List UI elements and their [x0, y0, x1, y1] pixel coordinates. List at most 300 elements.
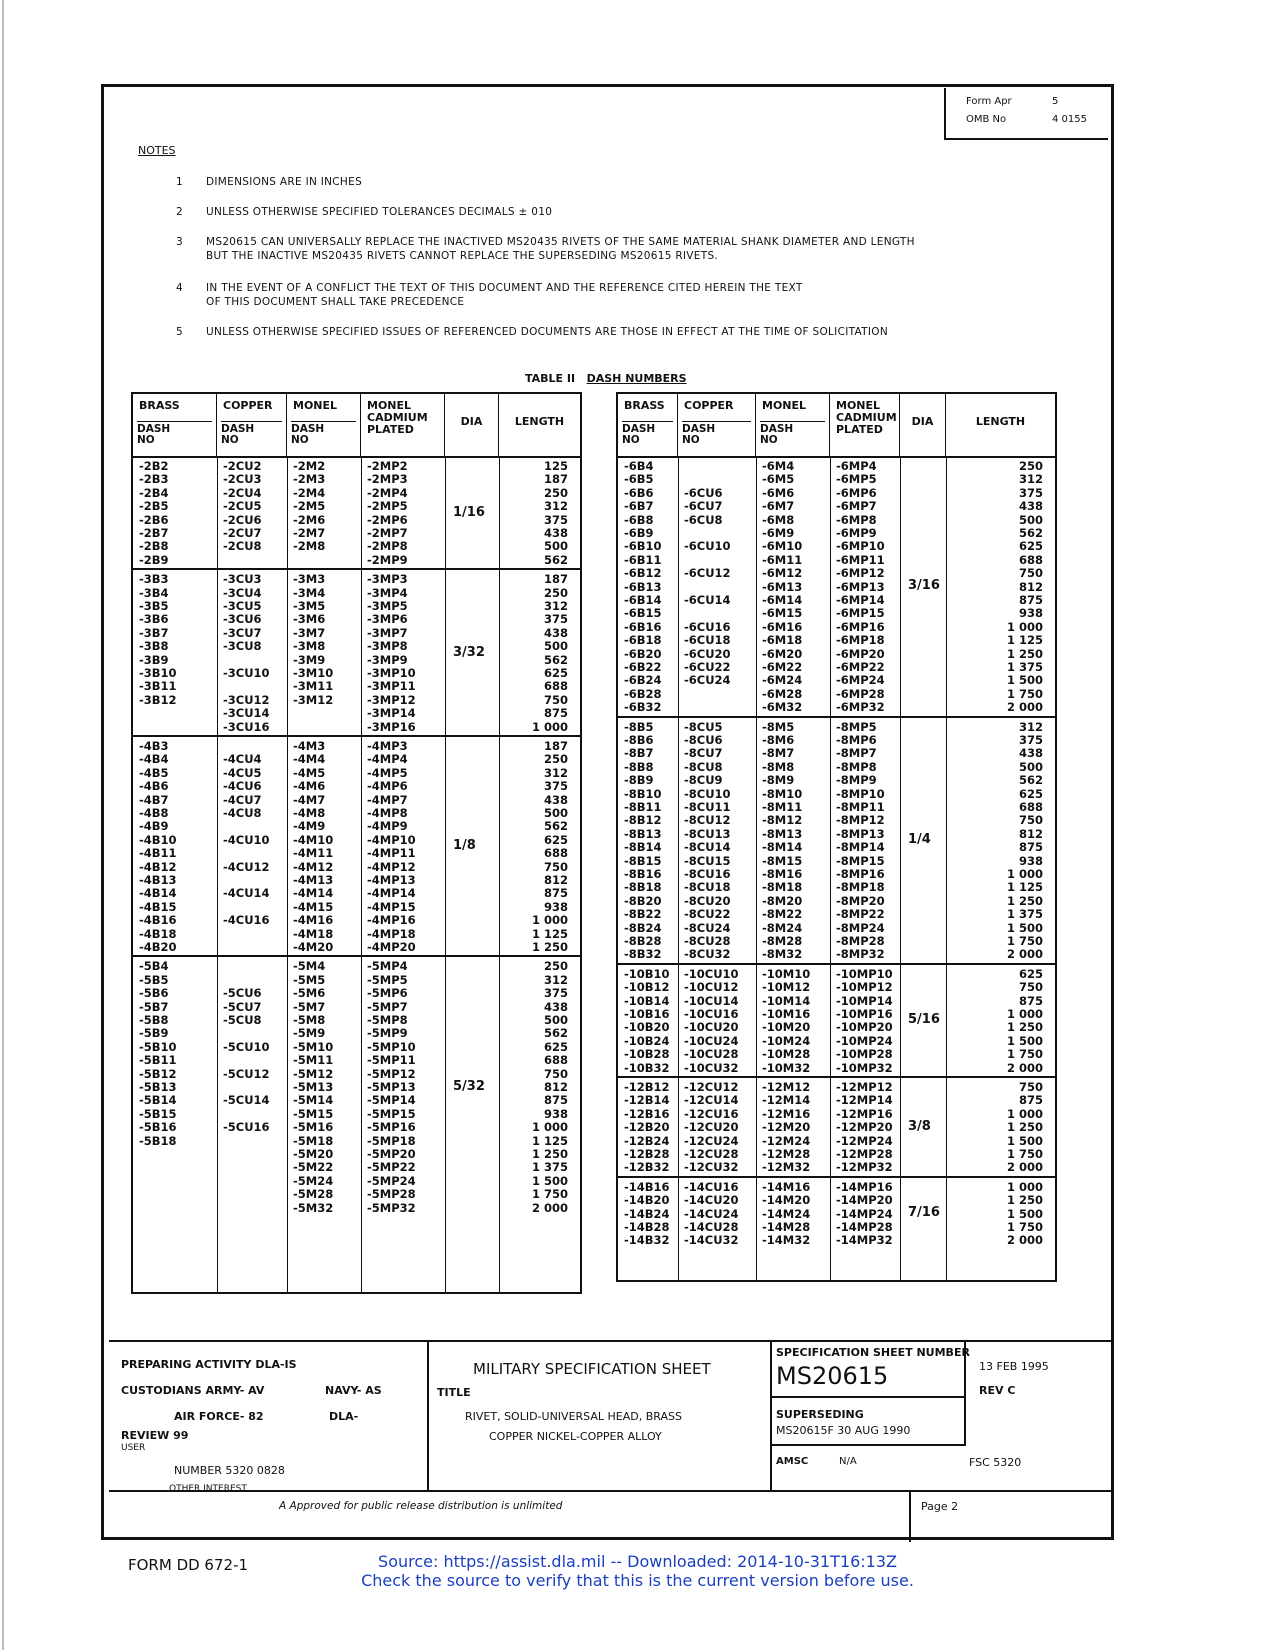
dash-number-cell: -6B5: [624, 472, 654, 487]
dash-number-cell: -2MP5: [367, 499, 408, 514]
dash-number-cell: -6B8: [624, 512, 654, 527]
dash-number-cell: -8MP15: [836, 853, 885, 868]
title-label: TITLE: [437, 1386, 471, 1399]
dash-number-cell: -4B8: [139, 806, 169, 820]
length-cell: 1 000: [531, 1120, 568, 1135]
dash-number-cell: -12CU12: [684, 1080, 739, 1094]
dash-number-cell: -14M20: [762, 1193, 811, 1208]
form-approval-value: 5: [1052, 96, 1059, 107]
length-cell: 1 250: [531, 1147, 568, 1161]
column-header-monel: [756, 394, 830, 456]
dash-number-cell: -6B4: [624, 459, 654, 473]
dash-number-cell: -12CU32: [684, 1160, 739, 1175]
dash-number-cell: -3B6: [139, 612, 169, 627]
note-number: 5: [176, 326, 183, 338]
length-cell: 1 500: [1006, 1033, 1043, 1048]
dash-number-cell: -2MP6: [367, 512, 408, 527]
length-cell: 312: [543, 765, 568, 780]
dash-number-cell: -2M8: [293, 539, 326, 554]
subheader-no: NO: [760, 434, 778, 446]
diameter-cell: 3/32: [453, 644, 485, 660]
dash-numbers-table-left: [131, 392, 582, 1294]
dash-number-cell: -6M24: [762, 673, 803, 688]
length-cell: 375: [1018, 733, 1043, 747]
length-cell: 2 000: [1006, 1160, 1043, 1175]
dash-number-cell: -14B20: [624, 1193, 670, 1208]
dash-number-cell: -3M8: [293, 639, 326, 654]
dash-number-cell: -3B12: [139, 692, 177, 707]
dash-number-cell: -5MP32: [367, 1200, 416, 1215]
dash-number-cell: -5M6: [293, 986, 326, 1001]
dash-number-cell: -6B15: [624, 606, 662, 621]
dash-number-cell: -2B4: [139, 485, 169, 500]
dash-number-cell: -12M16: [762, 1106, 811, 1121]
length-cell: 1 125: [531, 1133, 568, 1148]
group-divider: [618, 963, 1055, 965]
dash-number-cell: -10MP16: [836, 1007, 893, 1021]
dash-number-cell: -2MP4: [367, 485, 408, 500]
dash-number-cell: -4MP18: [367, 926, 416, 941]
dash-number-cell: -4M11: [293, 846, 334, 861]
title-line-2: COPPER NICKEL-COPPER ALLOY: [489, 1430, 662, 1443]
dash-number-cell: -4MP5: [367, 765, 408, 780]
dash-number-cell: -2B6: [139, 512, 169, 527]
dash-number-cell: -12M14: [762, 1093, 811, 1108]
dash-number-cell: -8B14: [624, 840, 662, 855]
dash-number-cell: -10M24: [762, 1033, 811, 1048]
dash-number-cell: -3MP3: [367, 572, 408, 587]
dash-number-cell: -8MP6: [836, 733, 877, 747]
dash-number-cell: -12MP20: [836, 1120, 893, 1135]
dash-number-cell: -10MP20: [836, 1020, 893, 1035]
length-cell: 875: [1018, 993, 1043, 1008]
length-cell: 750: [543, 1066, 568, 1081]
dash-number-cell: -6B7: [624, 499, 654, 514]
dash-number-cell: -8CU20: [684, 893, 731, 908]
dash-number-cell: -8M24: [762, 920, 803, 935]
diameter-cell: 3/8: [908, 1118, 931, 1134]
dash-number-cell: -8MP28: [836, 934, 885, 948]
dash-number-cell: -5MP28: [367, 1187, 416, 1202]
dash-number-cell: -3MP10: [367, 666, 416, 680]
column-subheader-dash-no: [291, 421, 356, 446]
dash-number-cell: -8M32: [762, 947, 803, 962]
group-divider: [618, 1176, 1055, 1178]
dash-number-cell: -6M18: [762, 633, 803, 648]
dash-number-cell: -8B6: [624, 733, 654, 747]
dash-number-cell: -2CU4: [223, 485, 262, 500]
dash-number-cell: -6CU12: [684, 566, 731, 581]
dash-number-cell: -4B6: [139, 779, 169, 794]
group-divider: [618, 716, 1055, 718]
dash-number-cell: -4B14: [139, 886, 177, 901]
dash-number-cell: -8B8: [624, 759, 654, 774]
length-cell: 938: [1018, 853, 1043, 868]
revision: REV C: [979, 1384, 1016, 1397]
dash-number-cell: -5MP10: [367, 1039, 416, 1054]
dash-number-cell: -10MP12: [836, 980, 893, 995]
dash-number-cell: -3MP16: [367, 719, 416, 734]
dash-number-cell: -4M9: [293, 819, 326, 834]
dash-number-cell: -10B14: [624, 993, 670, 1008]
dash-number-cell: -2MP9: [367, 552, 408, 567]
source-disclaimer: Check the source to verify that this is the current version before use.: [361, 1571, 914, 1590]
length-cell: 187: [543, 472, 568, 487]
column-header-label: [836, 400, 897, 436]
dash-number-cell: -6MP6: [836, 485, 877, 500]
dash-number-cell: -12CU14: [684, 1093, 739, 1108]
dash-number-cell: -8B12: [624, 813, 662, 828]
dash-number-cell: -10M12: [762, 980, 811, 995]
dash-number-cell: -4M6: [293, 779, 326, 794]
dash-number-cell: -6CU18: [684, 633, 731, 648]
length-cell: 187: [543, 572, 568, 587]
dash-number-cell: -14MP20: [836, 1193, 893, 1208]
dash-number-cell: -6MP24: [836, 673, 885, 688]
dash-number-cell: -5B13: [139, 1080, 177, 1094]
diameter-cell: 1/8: [453, 838, 476, 854]
dash-number-cell: -3CU4: [223, 585, 262, 600]
dash-number-cell: -10B28: [624, 1047, 670, 1062]
subheader-dash: DASH: [221, 423, 255, 435]
dash-number-cell: -2CU3: [223, 472, 262, 487]
length-cell: 750: [1018, 980, 1043, 995]
dash-number-cell: -5MP5: [367, 972, 408, 987]
page-divider: [909, 1492, 911, 1542]
column-divider: [361, 456, 362, 1292]
length-cell: 312: [1018, 472, 1043, 487]
dash-number-cell: -5B6: [139, 986, 169, 1001]
dash-number-cell: -5B16: [139, 1120, 177, 1135]
column-header-brass: [618, 394, 678, 456]
length-cell: 750: [543, 859, 568, 874]
dash-number-cell: -5M18: [293, 1133, 334, 1148]
dash-number-cell: -8MP8: [836, 759, 877, 774]
column-header-monel-cad: [361, 394, 445, 456]
dash-number-cell: -4MP16: [367, 913, 416, 928]
column-divider: [287, 456, 288, 1292]
length-cell: 375: [1018, 485, 1043, 500]
dash-number-cell: -4MP7: [367, 792, 408, 807]
column-header-label: BRASS: [139, 399, 180, 412]
dash-number-cell: -2CU7: [223, 526, 262, 540]
dash-number-cell: -5M5: [293, 972, 326, 987]
dash-number-cell: -6CU20: [684, 646, 731, 661]
subheader-line: PLATED: [367, 423, 414, 436]
dash-number-cell: -5CU12: [223, 1066, 270, 1081]
length-cell: 2 000: [1006, 947, 1043, 962]
dash-number-cell: -3M5: [293, 599, 326, 613]
dash-number-cell: -4MP14: [367, 886, 416, 901]
dash-number-cell: -4M18: [293, 926, 334, 941]
dash-number-cell: -5B10: [139, 1039, 177, 1054]
length-cell: 312: [1018, 719, 1043, 734]
dash-number-cell: -5M7: [293, 999, 326, 1014]
dash-number-cell: -10M14: [762, 993, 811, 1008]
dash-number-cell: -6M6: [762, 485, 795, 500]
column-header-label: DIA: [460, 415, 483, 428]
column-header-copper: [678, 394, 756, 456]
dash-number-cell: -8B7: [624, 746, 654, 761]
dash-number-cell: -14M24: [762, 1206, 811, 1221]
table-title: [525, 372, 687, 385]
length-cell: 1 750: [1006, 1047, 1043, 1062]
dash-number-cell: -5M12: [293, 1066, 334, 1081]
dash-number-cell: -8MP16: [836, 867, 885, 881]
dash-number-cell: -10MP14: [836, 993, 893, 1008]
dash-number-cell: -14M32: [762, 1233, 811, 1248]
column-header-label: MONEL: [762, 399, 807, 412]
form-approval-block: [944, 88, 1108, 140]
dash-number-cell: -5B8: [139, 1013, 169, 1027]
length-cell: 812: [1018, 826, 1043, 841]
dash-number-cell: -5B15: [139, 1106, 177, 1121]
dash-number-cell: -8M16: [762, 867, 803, 881]
dash-number-cell: -10M16: [762, 1007, 811, 1021]
distribution-statement: A Approved for public release distribution is unlimited: [279, 1500, 563, 1512]
dash-number-cell: -12M12: [762, 1080, 811, 1094]
dash-number-cell: -8B13: [624, 826, 662, 841]
title-line-1: RIVET, SOLID-UNIVERSAL HEAD, BRASS: [465, 1410, 682, 1423]
dash-number-cell: -6M5: [762, 472, 795, 487]
dash-number-cell: -8CU14: [684, 840, 731, 855]
dash-number-cell: -4CU5: [223, 765, 262, 780]
dash-number-cell: -5MP16: [367, 1120, 416, 1135]
length-cell: 1 375: [1006, 660, 1043, 674]
length-cell: 375: [543, 512, 568, 527]
superseding-label: SUPERSEDING: [776, 1408, 864, 1421]
length-cell: 812: [543, 873, 568, 887]
length-cell: 1 000: [1006, 867, 1043, 881]
dash-number-cell: -3B4: [139, 585, 169, 600]
dash-number-cell: -3CU12: [223, 692, 270, 707]
dash-number-cell: -3CU7: [223, 625, 262, 640]
dash-number-cell: -12MP28: [836, 1147, 893, 1161]
dash-number-cell: -10B16: [624, 1007, 670, 1021]
dash-number-cell: -4B10: [139, 832, 177, 847]
dash-number-cell: -8CU24: [684, 920, 731, 935]
dash-number-cell: -4MP4: [367, 752, 408, 767]
dash-number-cell: -6MP4: [836, 459, 877, 473]
dash-number-cell: -6MP20: [836, 646, 885, 661]
dash-number-cell: -5M20: [293, 1147, 334, 1161]
dash-number-cell: -8M13: [762, 826, 803, 841]
dash-number-cell: -8M20: [762, 893, 803, 908]
length-cell: 1 500: [1006, 920, 1043, 935]
dash-number-cell: -14B16: [624, 1179, 670, 1194]
dash-number-cell: -8B20: [624, 893, 662, 908]
dash-number-cell: -10MP32: [836, 1060, 893, 1075]
dash-number-cell: -8M6: [762, 733, 795, 747]
dash-number-cell: -5CU16: [223, 1120, 270, 1135]
dash-number-cell: -4MP13: [367, 873, 416, 887]
dash-number-cell: -12B32: [624, 1160, 670, 1175]
note-text: IN THE EVENT OF A CONFLICT THE TEXT OF THIS DOCUMENT AND THE REFERENCE CITED HEREIN THE TEXT: [206, 282, 803, 294]
dash-number-cell: -6M28: [762, 686, 803, 701]
subheader-no: NO: [291, 434, 309, 446]
dash-number-cell: -8MP14: [836, 840, 885, 855]
dash-number-cell: -6MP32: [836, 700, 885, 715]
dash-number-cell: -8M15: [762, 853, 803, 868]
dash-number-cell: -4M7: [293, 792, 326, 807]
length-cell: 312: [543, 499, 568, 514]
dash-number-cell: -5CU8: [223, 1013, 262, 1027]
dash-number-cell: -6B6: [624, 485, 654, 500]
dash-number-cell: -4M13: [293, 873, 334, 887]
dash-number-cell: -2CU6: [223, 512, 262, 527]
dash-number-cell: -5MP8: [367, 1013, 408, 1027]
dash-number-cell: -5B5: [139, 972, 169, 987]
dash-number-cell: -8B24: [624, 920, 662, 935]
dash-number-cell: -4MP12: [367, 859, 416, 874]
dash-number-cell: -5MP4: [367, 959, 408, 974]
dash-number-cell: -4B11: [139, 846, 177, 861]
length-cell: 750: [543, 692, 568, 707]
dash-number-cell: -4CU8: [223, 806, 262, 820]
column-header-label: BRASS: [624, 399, 665, 412]
length-cell: 1 500: [531, 1173, 568, 1188]
length-cell: 688: [543, 679, 568, 694]
dash-number-cell: -4M16: [293, 913, 334, 928]
preparing-activity: PREPARING ACTIVITY DLA-IS: [121, 1358, 297, 1371]
dash-number-cell: -6B18: [624, 633, 662, 648]
column-header-dia: [900, 394, 946, 456]
dash-number-cell: -2CU5: [223, 499, 262, 514]
dash-number-cell: -8CU6: [684, 733, 723, 747]
omb-number-value: 4 0155: [1052, 114, 1087, 125]
subheader-line: MONEL: [836, 399, 881, 412]
dash-number-cell: -8B18: [624, 880, 662, 895]
dash-number-cell: -5M24: [293, 1173, 334, 1188]
dash-number-cell: -3MP12: [367, 692, 416, 707]
length-cell: 625: [1018, 539, 1043, 554]
custodian-air-force: AIR FORCE- 82: [174, 1410, 264, 1423]
dash-number-cell: -6M13: [762, 579, 803, 594]
length-cell: 1 500: [1006, 1206, 1043, 1221]
length-cell: 938: [543, 899, 568, 914]
dash-number-cell: -5MP13: [367, 1080, 416, 1094]
dash-number-cell: -6B14: [624, 593, 662, 607]
dash-number-cell: -12MP32: [836, 1160, 893, 1175]
group-divider: [618, 1076, 1055, 1078]
length-cell: 1 250: [1006, 1120, 1043, 1135]
dash-number-cell: -10CU24: [684, 1033, 739, 1048]
dash-number-cell: -5M14: [293, 1093, 334, 1108]
dash-number-cell: -5B12: [139, 1066, 177, 1081]
column-subheader-dash-no: [137, 421, 212, 446]
length-cell: 500: [1018, 512, 1043, 527]
dash-number-cell: -6CU10: [684, 539, 731, 554]
length-cell: 688: [543, 846, 568, 861]
length-cell: 1 250: [1006, 1020, 1043, 1035]
dash-number-cell: -10B10: [624, 966, 670, 981]
length-cell: 688: [1018, 552, 1043, 567]
dash-number-cell: -4CU12: [223, 859, 270, 874]
review-activity: REVIEW 99: [121, 1429, 189, 1442]
dash-number-cell: -8CU5: [684, 719, 723, 734]
length-cell: 2 000: [1006, 1060, 1043, 1075]
dash-number-cell: -3B5: [139, 599, 169, 613]
dash-number-cell: -3B3: [139, 572, 169, 587]
dash-number-cell: -6CU16: [684, 619, 731, 634]
dash-number-cell: -8M11: [762, 800, 803, 814]
project-number: NUMBER 5320 0828: [174, 1464, 285, 1477]
length-cell: 1 125: [1006, 633, 1043, 648]
dash-number-cell: -6MP5: [836, 472, 877, 487]
scan-edge-line: [2, 0, 4, 1650]
diameter-cell: 7/16: [908, 1205, 940, 1221]
dash-number-cell: -2B3: [139, 472, 169, 487]
dash-number-cell: -6M11: [762, 552, 803, 567]
dash-number-cell: -12CU28: [684, 1147, 739, 1161]
dash-number-cell: -6M32: [762, 700, 803, 715]
dash-number-cell: -8M18: [762, 880, 803, 895]
superseding-box: [770, 1396, 966, 1446]
length-cell: 750: [1018, 566, 1043, 581]
military-specification-sheet: MILITARY SPECIFICATION SHEET: [473, 1360, 711, 1378]
dash-number-cell: -2B8: [139, 539, 169, 554]
column-subheader-dash-no: [760, 421, 825, 446]
column-header-length: [499, 394, 580, 456]
dash-number-cell: -5M8: [293, 1013, 326, 1027]
dash-number-cell: -6B24: [624, 673, 662, 688]
length-cell: 938: [1018, 606, 1043, 621]
dash-number-cell: -8M28: [762, 934, 803, 948]
length-cell: 625: [543, 1039, 568, 1054]
spec-sheet-number: MS20615: [776, 1362, 889, 1390]
dash-number-cell: -2M7: [293, 526, 326, 540]
dash-number-cell: -6B10: [624, 539, 662, 554]
column-subheader-dash-no: [622, 421, 673, 446]
group-divider: [133, 568, 580, 570]
dash-number-cell: -6MP14: [836, 593, 885, 607]
length-cell: 1 000: [531, 719, 568, 734]
column-header-length: [946, 394, 1055, 456]
dash-number-cell: -8MP12: [836, 813, 885, 828]
dash-number-cell: -2MP8: [367, 539, 408, 554]
dash-number-cell: -4B7: [139, 792, 169, 807]
dash-number-cell: -6MP22: [836, 660, 885, 674]
dash-number-cell: -4B15: [139, 899, 177, 914]
dash-number-cell: -6MP8: [836, 512, 877, 527]
length-cell: 875: [1018, 593, 1043, 607]
subheader-no: NO: [221, 434, 239, 446]
column-header-label: LENGTH: [514, 415, 565, 428]
length-cell: 438: [1018, 746, 1043, 761]
spec-sheet-label: SPECIFICATION SHEET NUMBER: [776, 1346, 970, 1359]
dash-number-cell: -4B3: [139, 739, 169, 753]
dash-number-cell: -2M2: [293, 459, 326, 473]
custodians: CUSTODIANS ARMY- AV: [121, 1384, 265, 1397]
dash-number-cell: -5B18: [139, 1133, 177, 1148]
dash-number-cell: -8MP9: [836, 773, 877, 788]
length-cell: 500: [543, 539, 568, 554]
length-cell: 1 250: [1006, 1193, 1043, 1208]
custodian-dla: DLA-: [329, 1410, 359, 1423]
dash-number-cell: -3CU5: [223, 599, 262, 613]
length-cell: 438: [543, 625, 568, 640]
omb-number-label: OMB No: [966, 114, 1007, 125]
dash-number-cell: -5MP7: [367, 999, 408, 1014]
length-cell: 1 375: [1006, 907, 1043, 922]
dash-number-cell: -10CU16: [684, 1007, 739, 1021]
page-number: Page 2: [921, 1500, 959, 1513]
dash-number-cell: -3B7: [139, 625, 169, 640]
length-cell: 875: [543, 706, 568, 721]
dash-number-cell: -3M3: [293, 572, 326, 587]
dash-number-cell: -6MP9: [836, 526, 877, 540]
dash-number-cell: -8M8: [762, 759, 795, 774]
